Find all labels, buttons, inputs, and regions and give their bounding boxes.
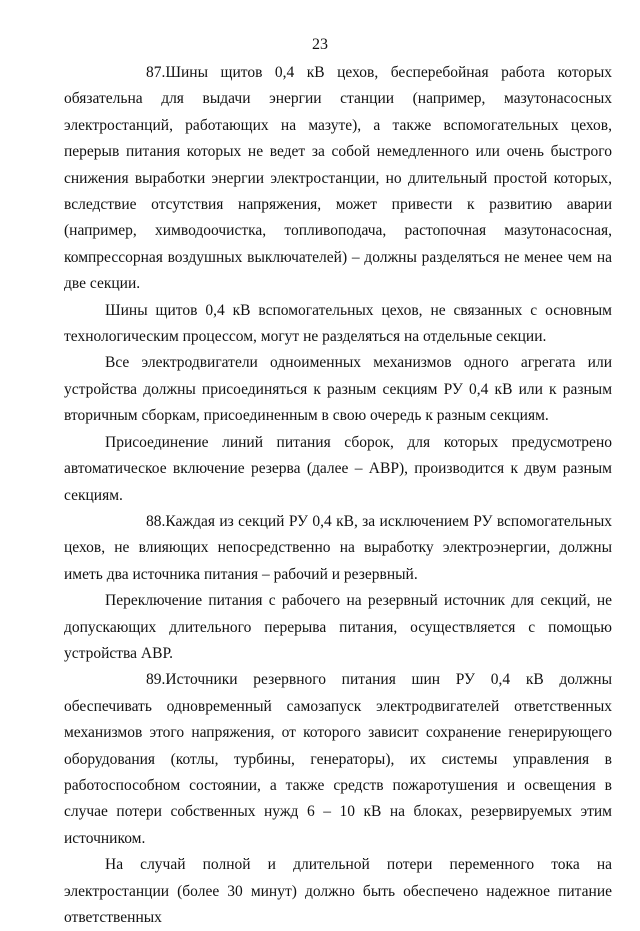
page-number: 23 [312, 36, 328, 53]
paragraph-text: Переключение питания с рабочего на резервный источник для секций, не допускающих длительного перерыва питания, осуществляется с помощью устройства АВР. [64, 592, 612, 662]
paragraph-text: Шины щитов 0,4 кВ вспомогательных цехов, не связанных с основным технологическим процессом, могут не разделяться на отдельные секции. [64, 301, 612, 346]
paragraph-text: Шины щитов 0,4 кВ цехов, бесперебойная работа которых обязательна для выдачи энергии станции (например, мазутонасосных электростанций, работающих на мазуте), а также вспомогательных цехов, перерыв питания которых не ведет за собой немедленного или очень быстрого снижения выработки энергии электростанции, но длительный простой которых, вследствие отсутствия напряжения, может привести к развитию аварии (например, химводоочистка, топливоподача, растопочная мазутонасосная, компрессорная воздушных выключателей) – должны разделяться не менее чем на две секции. [64, 64, 612, 293]
clause-number: 87. [146, 64, 166, 81]
paragraph-text: Присоединение линий питания сборок, для которых предусмотрено автоматическое включение резерва (далее – АВР), производится к двум разным секциям. [64, 433, 612, 504]
paragraph-text: На случай полной и длительной потери переменного тока на электростанции (более 30 минут) должно быть обеспечено надежное питание ответственных [64, 856, 612, 926]
paragraph [64, 588, 612, 667]
paragraph-text: Каждая из секций РУ 0,4 кВ, за исключением РУ вспомогательных цехов, не влияющих непосредственно на выработку электроэнергии, должны иметь два источника питания – рабочий и резервный. [64, 512, 612, 583]
clause-number: 89. [146, 671, 166, 689]
paragraph [64, 852, 612, 931]
paragraph-89 [64, 667, 612, 852]
paragraph-text: Все электродвигатели одноименных механизмов одного агрегата или устройства должны присоединяться к разным секциям РУ 0,4 кВ или к разным вторичным сборкам, присоединенным в свою очередь к разным секциям. [64, 354, 612, 425]
document-body [64, 60, 612, 931]
paragraph-87 [64, 60, 612, 298]
paragraph [64, 298, 612, 351]
paragraph [64, 430, 612, 509]
paragraph [64, 350, 612, 429]
paragraph-88 [64, 509, 612, 588]
paragraph-text: Источники резервного питания шин РУ 0,4 кВ должны обеспечивать одновременный самозапуск электродвигателей ответственных механизмов этого напряжения, от которого зависит сохранение генерирующего оборудования (котлы, турбины, генераторы), их системы управления в работоспособном состоянии, а также средств пожаротушения и освещения в случае потери собственных нужд 6 – 10 кВ на блоках, резервируемых этим источником. [64, 671, 612, 847]
clause-number: 88. [146, 512, 166, 530]
